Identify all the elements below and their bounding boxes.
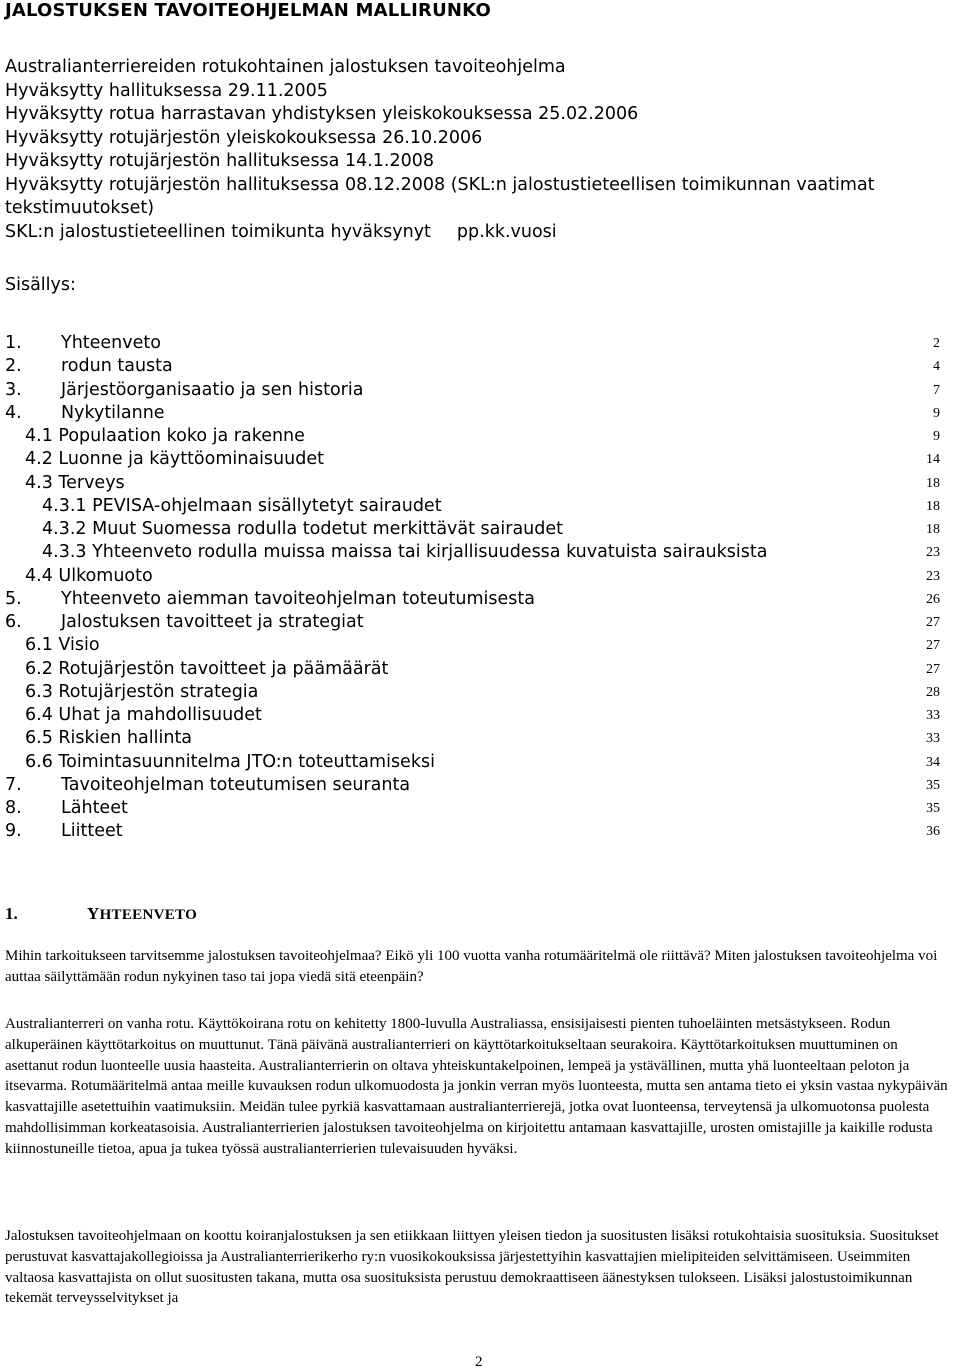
toc-label: 6.1 Visio [25,634,101,657]
paragraph: Mihin tarkoitukseen tarvitsemme jalostuksen tavoiteohjelmaa? Eikö yli 100 vuotta vanha rotumääritelmä ole riittävä? Miten jalostuksen tavoiteohjelma voi auttaa säilyttämään rodun nykyinen taso tai jopa viedä sitä eteenpäin? [5,948,938,985]
toc-entry[interactable] [5,820,940,843]
toc-entry[interactable] [5,448,940,471]
toc-page: 23 [926,545,940,561]
toc-entry[interactable] [5,681,940,704]
toc-number: 2. [5,356,22,377]
toc-page: 36 [926,824,940,840]
toc-entry[interactable] [5,634,940,657]
meta-line: Hyväksytty rotujärjestön yleiskokouksessa 26.10.2006 [5,127,483,148]
toc-entry[interactable] [5,379,940,402]
document-title: JALOSTUKSEN TAVOITEOHJELMAN MALLIRUNKO [5,0,491,21]
toc-page: 28 [926,684,940,700]
toc-entry[interactable] [5,472,940,495]
toc-page: 4 [933,359,940,375]
toc-entry[interactable] [5,565,940,588]
toc-entry[interactable] [5,774,940,797]
toc-number: 1. [5,333,22,353]
toc-number: 6. [5,612,22,632]
toc-number: 5. [5,588,22,609]
toc-label: Yhteenveto aiemman tavoiteohjelman toteutumisesta [61,588,536,611]
toc-label: 4.3.3 Yhteenveto rodulla muissa maissa tai kirjallisuudessa kuvatuista sairauksista [42,541,768,564]
toc-entry[interactable] [5,402,940,425]
toc-page: 23 [926,568,940,584]
toc-label: Tavoiteohjelman toteutumisen seuranta [61,774,411,797]
toc-label: 4.3 Terveys [25,472,126,495]
toc-label: 6.6 Toimintasuunnitelma JTO:n toteuttamiseksi [25,751,436,774]
toc-label: Liitteet [61,820,124,843]
toc-label: Lähteet [61,797,129,820]
contents-heading: Sisällys: [5,275,76,295]
toc-label: 6.2 Rotujärjestön tavoitteet ja päämäärät [25,658,389,681]
meta-line: Hyväksytty hallituksessa 29.11.2005 [5,80,328,101]
toc-label: 4.3.1 PEVISA-ohjelmaan sisällytetyt sairaudet [42,495,443,518]
meta-line-committee [5,221,875,245]
toc-page: 18 [926,498,940,514]
toc-entry[interactable] [5,588,940,611]
toc-entry[interactable] [5,727,940,750]
toc-entry[interactable] [5,355,940,378]
committee-approval: SKL:n jalostustieteellinen toimikunta hyväksynyt [5,221,431,242]
toc-entry[interactable] [5,332,940,355]
toc-entry[interactable] [5,658,940,681]
paragraph: Jalostuksen tavoiteohjelmaan on koottu koiranjalostuksen ja sen etiikkaan liittyen yleisen tiedon ja suositusten lisäksi rotukohtaisia suosituksia. Suositukset perustuvat kasvattajakollegioissa ja Australianterrierikerho ry:n vuosikokouksissa järjestettyihin kasvattajien mielipiteiden selvittämiseen. Useimmiten valtaosa kasvattajista on ollut suositusten takana, mutta osa suosituksista perustuu demokraattiseen äänestyksen tulokseen. Lisäksi jalostustoimikunnan tekemät terveysselvitykset ja [5,1228,939,1307]
toc-page: 35 [926,777,940,793]
toc-entry[interactable] [5,704,940,727]
toc-page: 27 [926,638,940,654]
toc-page: 26 [926,591,940,607]
toc-label: 4.1 Populaation koko ja rakenne [25,425,306,448]
section-number: 1. [5,904,18,923]
meta-line: Hyväksytty rotujärjestön hallituksessa 08.12.2008 (SKL:n jalostustieteellisen toimikunnan vaatimat [5,174,875,195]
toc-page: 33 [926,708,940,723]
toc-entry[interactable] [5,518,940,541]
toc-page: 7 [933,382,940,398]
toc-page: 14 [926,452,940,468]
toc-number: 7. [5,774,22,795]
toc-label: Nykytilanne [61,402,166,425]
toc-page: 34 [926,754,940,770]
meta-line: tekstimuutokset) [5,198,155,218]
meta-line: Hyväksytty rotujärjestön hallituksessa 14.1.2008 [5,151,435,171]
toc-page: 35 [926,801,940,816]
toc-page: 9 [933,429,940,444]
toc-label: Jalostuksen tavoitteet ja strategiat [61,611,365,634]
toc-page: 33 [926,731,940,747]
section-heading [5,904,197,924]
toc-label: Järjestöorganisaatio ja sen historia [61,379,364,402]
section-title-rest: HTEENVETO [99,907,198,923]
toc-number: 8. [5,798,22,818]
toc-page: 18 [926,475,940,491]
toc-page: 9 [933,405,940,421]
toc-label: 4.3.2 Muut Suomessa rodulla todetut merkittävät sairaudet [42,518,564,541]
toc-label: 6.4 Uhat ja mahdollisuudet [25,704,263,727]
toc-entry[interactable] [5,541,940,564]
toc-entry[interactable] [5,611,940,634]
toc-entry[interactable] [5,495,940,518]
toc-label: 6.3 Rotujärjestön strategia [25,681,259,704]
toc-page: 2 [933,336,940,351]
approval-date-placeholder: pp.kk.vuosi [456,221,557,242]
toc-entry[interactable] [5,751,940,774]
toc-label: 6.5 Riskien hallinta [25,727,193,750]
toc-number: 3. [5,379,22,400]
meta-line: Australianterriereiden rotukohtainen jalostuksen tavoiteohjelma [5,57,566,77]
toc-label: rodun tausta [61,355,174,378]
section-title [87,904,198,923]
paragraph: Australianterreri on vanha rotu. Käyttökoirana rotu on kehitetty 1800-luvulla Australiassa, ensisijaisesti pienten tuhoeläinten metsästykseen. Rodun alkuperäinen käyttötarkoitus on muuttunut. Tänä päivänä australianterrieri on käyttötarkoitukseltaan seurakoira. Käyttötarkoituksen muuttuminen on asettanut rodun luonteelle uusia haasteita. Australianterrierin on oltava yhteiskuntakelpoinen, lempeä ja ystävällinen, mutta yhä luonteeltaan peloton ja itsevarma. Rotumääritelmä antaa meille kuvauksen rodun ulkomuodosta ja jonkin verran myös luonteesta, mutta sen antama tieto ei yksin vastaa nykypäivän kasvattajille asetettuihin vaatimuksiin. Meidän tulee pyrkiä kasvattamaan australianterrierejä, jotka ovat luonteensa, terveytensä ja ulkomuotonsa puolesta mahdollisimman korkeatasoisia. Australianterrierien jalostuksen tavoiteohjelma on kirjoitettu antamaan kasvattajille, urosten omistajille ja kaikille rodusta kiinnostuneille tietoa, apua ja tukea työssä australianterrierien tulevaisuuden hyväksi. [5,1016,948,1157]
approval-history [5,56,875,244]
toc-page: 27 [926,615,940,630]
page-number: 2 [475,1354,483,1370]
toc-number: 4. [5,402,22,423]
toc-number: 9. [5,821,22,842]
toc-label: 4.2 Luonne ja käyttöominaisuudet [25,448,325,471]
toc-entry[interactable] [5,425,940,448]
toc-label: 4.4 Ulkomuoto [25,565,154,588]
toc-entry[interactable] [5,797,940,820]
meta-line: Hyväksytty rotua harrastavan yhdistyksen yleiskokouksessa 25.02.2006 [5,104,639,124]
table-of-contents [5,332,940,844]
toc-page: 27 [926,661,940,677]
section-title-initial: Y [87,904,100,923]
toc-page: 18 [926,522,940,537]
toc-label: Yhteenveto [61,332,162,355]
